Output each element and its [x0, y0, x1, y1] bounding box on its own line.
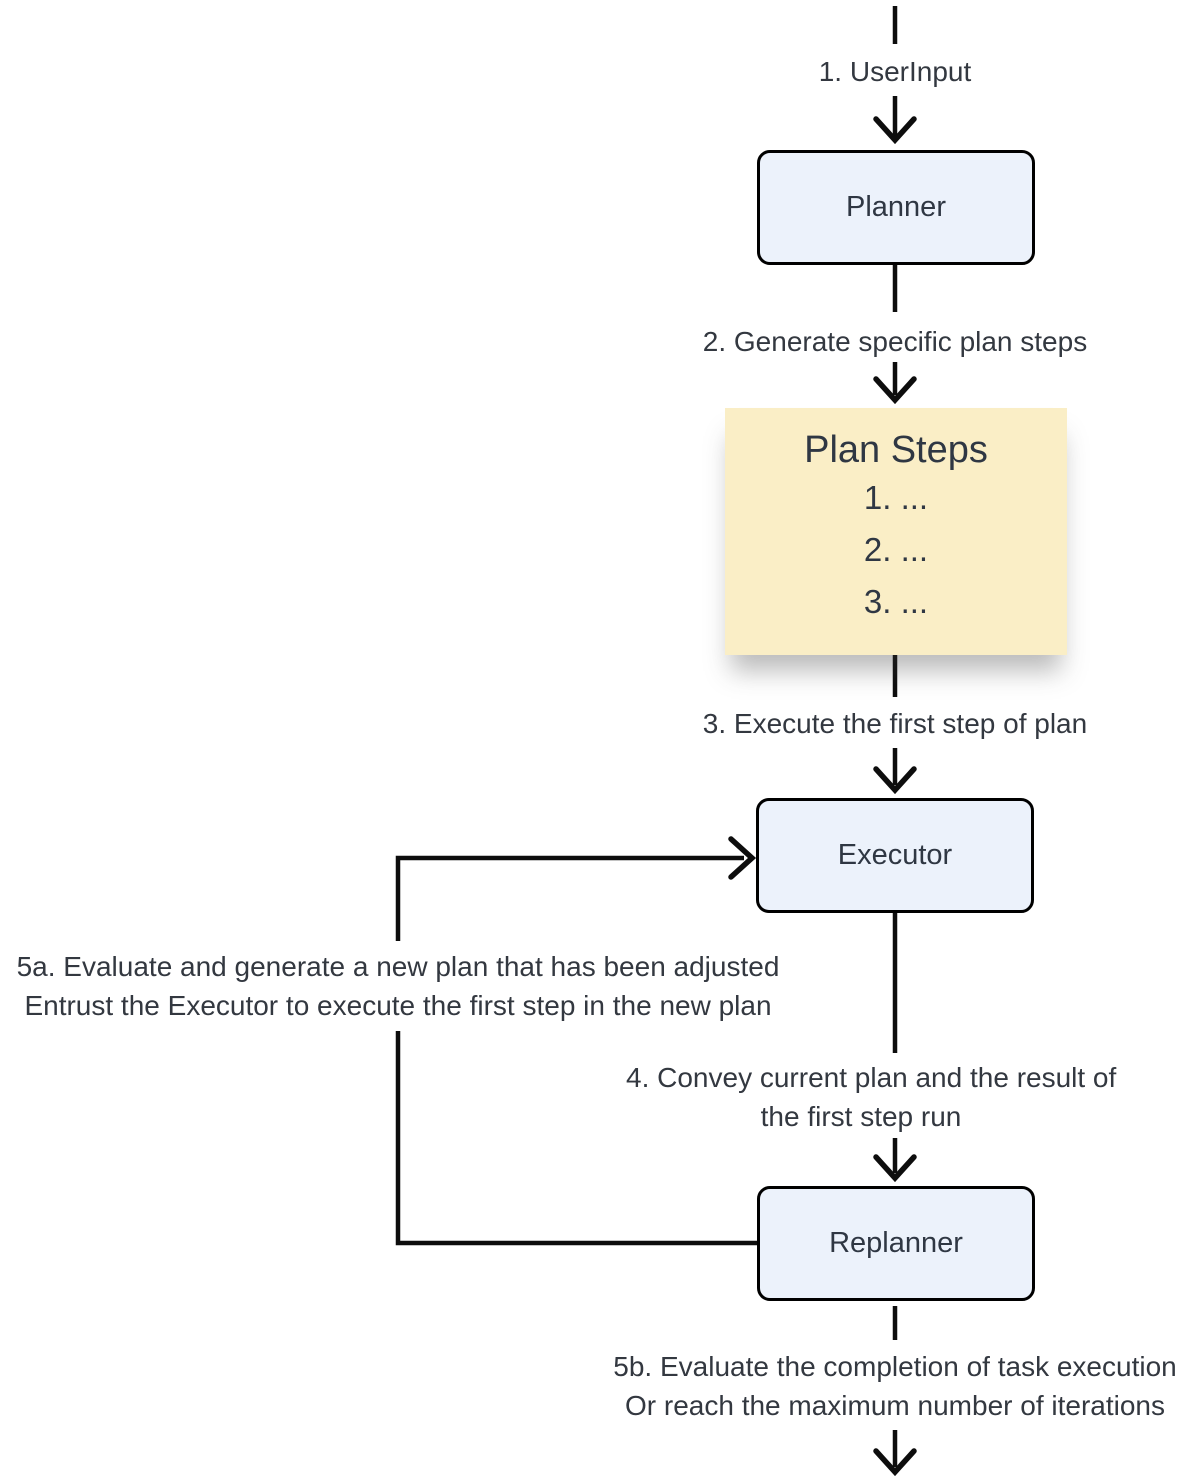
executor-node — [756, 798, 1034, 913]
edge-label-replan-loop-line2: Entrust the Executor to execute the first step in the new plan — [24, 990, 772, 1021]
edge-label-convey-result-line2: the first step run — [760, 1101, 962, 1132]
edge-label-execute-first-step: 3. Execute the first step of plan — [702, 708, 1088, 739]
edge-label-generate-plan: 2. Generate specific plan steps — [702, 326, 1088, 357]
replanner-node — [757, 1186, 1035, 1301]
plan-step-item: 3. ... — [863, 583, 929, 620]
planner-node — [757, 150, 1035, 265]
edge-label-convey-result — [626, 1058, 1117, 1136]
plan-step-item: 2. ... — [863, 531, 929, 568]
edge-label-convey-result-line1: 4. Convey current plan and the result of — [626, 1062, 1117, 1093]
edge-label-replan-loop-line1: 5a. Evaluate and generate a new plan that has been adjusted — [16, 951, 780, 982]
edge-label-replan-loop — [0, 941, 796, 1031]
edge-label-userinput: 1. UserInput — [818, 56, 972, 87]
replanner-node-label: Replanner — [829, 1227, 963, 1259]
edge-label-task-complete-line2: Or reach the maximum number of iterations — [625, 1390, 1165, 1421]
planner-node-label: Planner — [846, 191, 946, 223]
plan-step-item: 1. ... — [863, 479, 929, 516]
plan-steps-box — [725, 408, 1067, 655]
plan-steps-title: Plan Steps — [804, 429, 988, 471]
edge-label-task-complete-line1: 5b. Evaluate the completion of task execution — [613, 1351, 1177, 1382]
executor-node-label: Executor — [837, 839, 953, 871]
edge-replan-loop — [398, 858, 757, 1243]
edge-label-task-complete — [595, 1347, 1192, 1425]
